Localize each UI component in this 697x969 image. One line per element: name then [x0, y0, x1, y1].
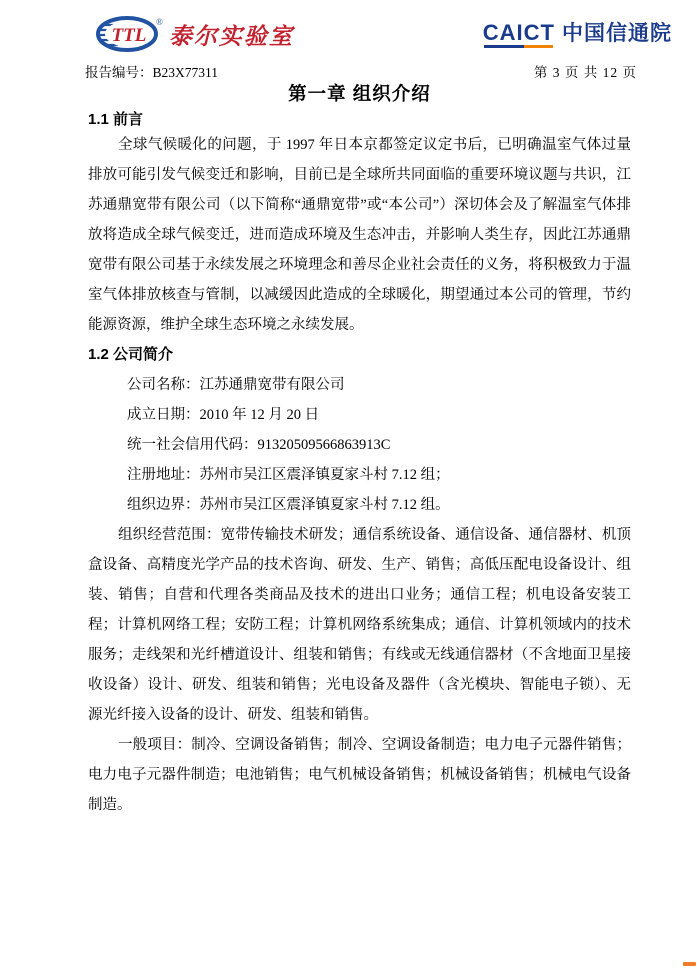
caict-logo: [483, 22, 672, 48]
business-scope-paragraph: 组织经营范围：宽带传输技术研发；通信系统设备、通信设备、通信器材、机顶盒设备、高精度光学产品的技术咨询、研发、生产、销售；高低压配电设备设计、组装、销售；自营和代理各类商品及技术的进出口业务；通信工程；机电设备安装工程；计算机网络工程；安防工程；计算机网络系统集成；通信、计算机领域内的技术服务；走线架和光纤槽道设计、组装和销售；有线或无线通信器材（不含地面卫星接收设备）设计、研发、组装和销售；光电设备及器件（含光模块、智能电子锁）、无源光纤接入设备的设计、研发、组装和销售。: [88, 527, 631, 723]
caict-underline-icon: [484, 45, 553, 48]
section-heading-1-1: 1.1 前言: [88, 111, 144, 128]
company-name-line: 公司名称：江苏通鼎宽带有限公司: [127, 377, 345, 393]
chapter-title: 第一章 组织介绍: [288, 83, 431, 104]
report-number: 报告编号：B23X77311: [85, 65, 219, 80]
caict-wordmark: [483, 22, 555, 48]
page-corner-artifact: [683, 962, 696, 966]
ttl-letters: TTL: [111, 25, 147, 46]
ttl-logo-icon: [96, 16, 158, 52]
ttl-cn-name: 泰尔实验室: [168, 23, 294, 49]
page-header: [0, 0, 697, 80]
document-body: [88, 80, 631, 820]
caict-letters: CAICT: [482, 20, 555, 45]
caict-cn-name: 中国信通院: [562, 22, 672, 45]
founding-date-line: 成立日期：2010 年 12 月 20 日: [127, 407, 320, 423]
section-heading-1-2: 1.2 公司简介: [88, 346, 174, 363]
registered-address-line: 注册地址：苏州市吴江区震泽镇夏家斗村 7.12 组；: [127, 467, 450, 483]
ttl-lab-logo: [96, 13, 294, 55]
credit-code-line: 统一社会信用代码：91320509566863913C: [127, 437, 391, 453]
org-boundary-line: 组织边界：苏州市吴江区震泽镇夏家斗村 7.12 组。: [127, 497, 450, 513]
page-number-indicator: 第 3 页 共 12 页: [533, 65, 637, 80]
preface-paragraph: 全球气候暖化的问题，于 1997 年日本京都签定议定书后，已明确温室气体过量排放可能引发气候变迁和影响，目前已是全球所共同面临的重要环境议题与共识，江苏通鼎宽带有限公司（以下简称“通鼎宽带”或“本公司”）深切体会及了解温室气体排放将造成全球气候变迁，进而造成环境及生态冲击，并影响人类生存，因此江苏通鼎宽带有限公司基于永续发展之环境理念和善尽企业社会责任的义务，将积极致力于温室气体排放核查与管制，以减缓因此造成的全球暖化，期望通过本公司的管理，节约能源资源，维护全球生态环境之永续发展。: [88, 137, 631, 333]
registered-mark-icon: ®: [156, 17, 163, 27]
header-meta-row: [85, 61, 637, 80]
general-items-paragraph: 一般项目：制冷、空调设备销售；制冷、空调设备制造；电力电子元器件销售；电力电子元器件制造；电池销售；电气机械设备销售；机械设备销售；机械电气设备制造。: [88, 737, 631, 813]
